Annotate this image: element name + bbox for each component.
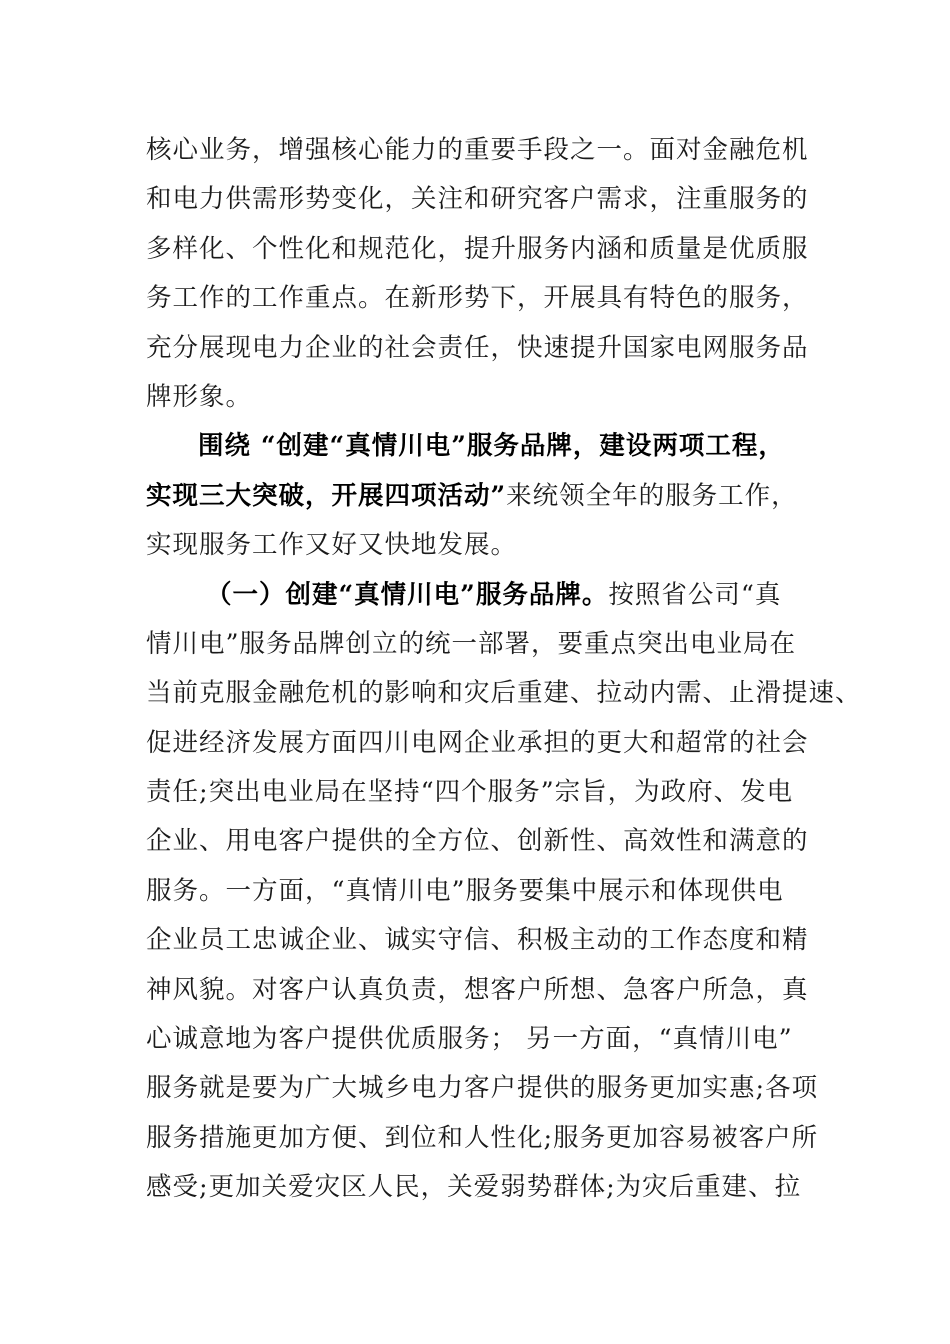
paragraph3-line: 当前克服金融危机的影响和灾后重建、拉动内需、止滑提速、 — [146, 678, 862, 709]
document-body — [146, 126, 862, 1213]
paragraph1-line: 核心业务，增强核心能力的重要手段之一。面对金融危机 — [146, 135, 809, 165]
paragraph3-line: 情川电”服务品牌创立的统一部署，要重点突出电业局在 — [146, 628, 797, 659]
paragraph3-line: 心诚意地为客户提供优质服务； 另一方面，“真情川电” — [146, 1024, 793, 1055]
paragraph3-text: 按照省公司“真 — [608, 579, 782, 610]
paragraph3-line: 服务就是要为广大城乡电力客户提供的服务更加实惠;各项 — [146, 1073, 819, 1104]
paragraph1-line: 充分展现电力企业的社会责任，快速提升国家电网服务品 — [146, 332, 809, 363]
paragraph2-line: 实现服务工作又好又快地发展。 — [146, 530, 518, 561]
paragraph1-line: 务工作的工作重点。在新形势下，开展具有特色的服务， — [146, 283, 809, 314]
section-heading: （一）创建“真情川电”服务品牌。 — [206, 579, 609, 610]
paragraph2-line — [146, 422, 836, 471]
paragraph3-line — [146, 571, 836, 620]
paragraph3-line: 服务。一方面，“真情川电”服务要集中展示和体现供电 — [146, 875, 784, 906]
paragraph2-bold-text: 实现三大突破，开展四项活动” — [146, 480, 507, 511]
paragraph1-line: 牌形象。 — [146, 381, 253, 412]
paragraph3-line: 责任;突出电业局在坚持“四个服务”宗旨，为政府、发电 — [146, 777, 794, 808]
paragraph3-line: 服务措施更加方便、到位和人性化;服务更加容易被客户所 — [146, 1122, 819, 1153]
paragraph1-line: 和电力供需形势变化，关注和研究客户需求，注重服务的 — [146, 184, 809, 215]
paragraph3-line: 促进经济发展方面四川电网企业承担的更大和超常的社会 — [146, 727, 809, 758]
paragraph3-line: 企业、用电客户提供的全方位、创新性、高效性和满意的 — [146, 826, 809, 857]
paragraph3-line: 企业员工忠诚企业、诚实守信、积极主动的工作态度和精 — [146, 925, 809, 956]
paragraph2-text: 来统领全年的服务工作， — [506, 480, 798, 511]
paragraph2-line — [146, 472, 836, 521]
paragraph1-line: 多样化、个性化和规范化，提升服务内涵和质量是优质服 — [146, 233, 809, 264]
paragraph2-bold-text: 围绕 “创建“真情川电”服务品牌，建设两项工程， — [198, 431, 785, 462]
paragraph3-line: 感受;更加关爱灾区人民，关爱弱势群体;为灾后重建、拉 — [146, 1172, 802, 1203]
paragraph3-line: 神风貌。对客户认真负责，想客户所想、急客户所急，真 — [146, 974, 809, 1005]
